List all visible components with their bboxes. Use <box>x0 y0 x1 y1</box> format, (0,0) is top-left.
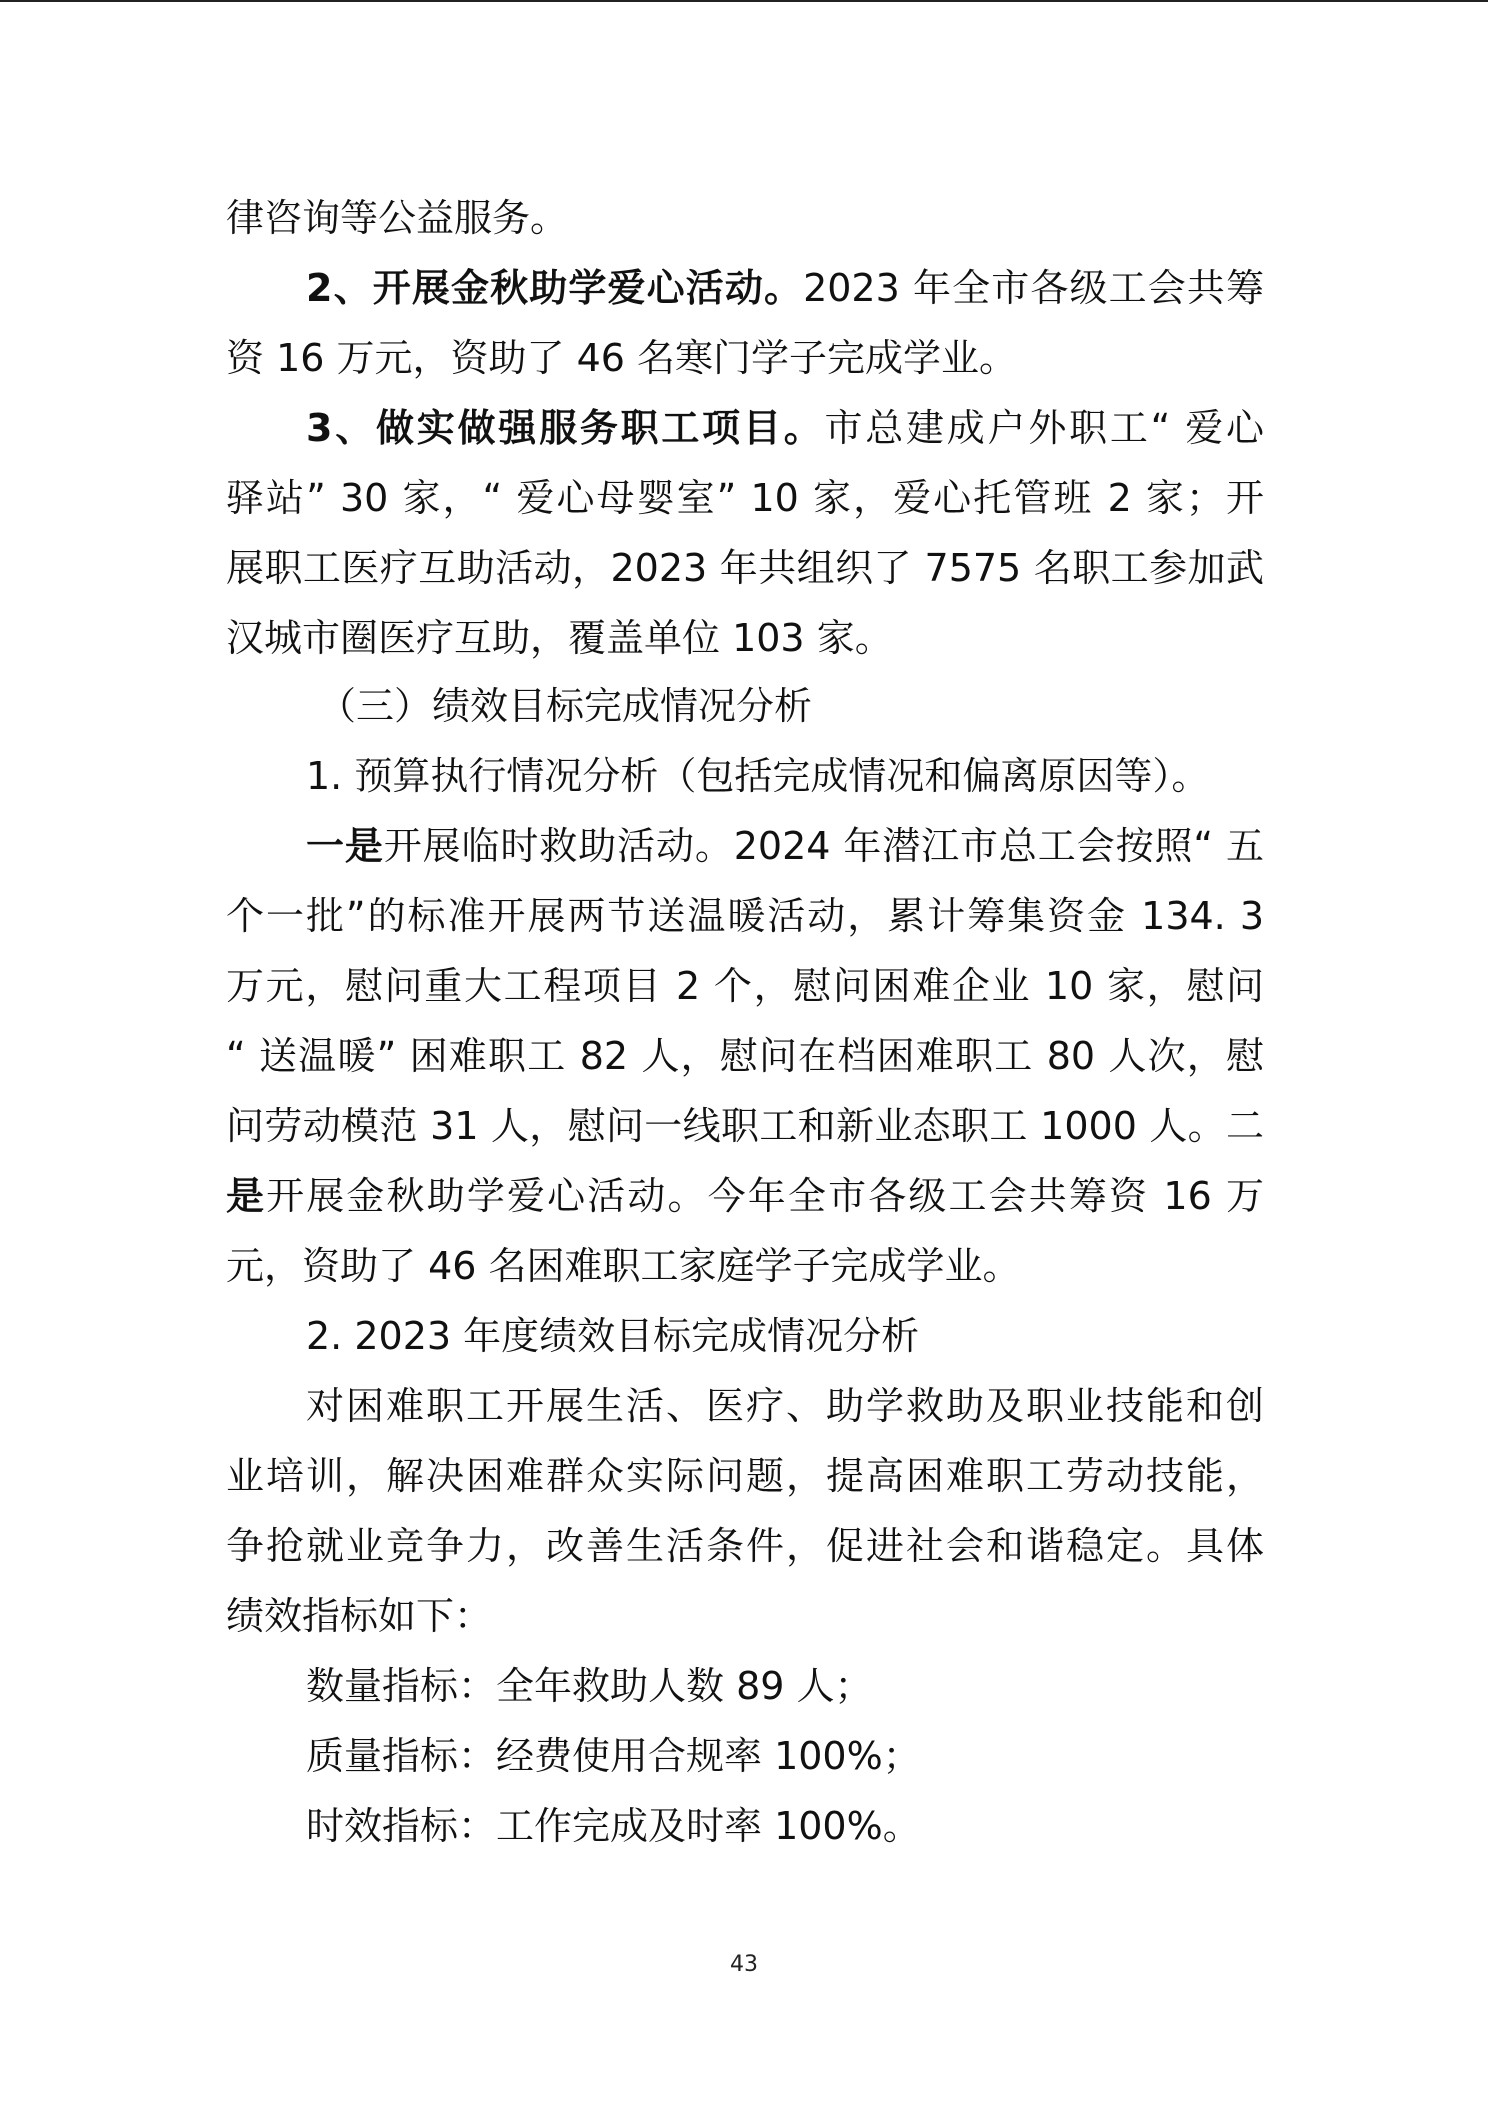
paragraph-line: 元，资助了 46 名困难职工家庭学子完成学业。 <box>226 1244 1021 1288</box>
paragraph-line: 对困难职工开展生活、医疗、助学救助及职业技能和创 <box>306 1384 1264 1428</box>
bold-heading: 2、开展金秋助学爱心活动。 <box>306 266 804 310</box>
paragraph-line: 资 16 万元，资助了 46 名寒门学子完成学业。 <box>226 336 1018 380</box>
page-number: 43 <box>730 1952 758 1977</box>
bold-marker: 是 <box>226 1174 267 1218</box>
paragraph-line: 律咨询等公益服务。 <box>226 196 569 240</box>
paragraph-line: 一是开展临时救助活动。2024 年潜江市总工会按照“ 五 <box>306 824 1264 868</box>
paragraph-line: 是开展金秋助学爱心活动。今年全市各级工会共筹资 16 万 <box>226 1174 1264 1218</box>
indicator-quality: 质量指标：经费使用合规率 100%； <box>306 1734 921 1778</box>
subsection-heading: 2. 2023 年度绩效目标完成情况分析 <box>306 1314 920 1358</box>
paragraph-line: 驿站” 30 家，“ 爱心母婴室” 10 家，爱心托管班 2 家；开 <box>226 476 1264 520</box>
paragraph-line: 争抢就业竞争力，改善生活条件，促进社会和谐稳定。具体 <box>226 1524 1264 1568</box>
paragraph-line: 汉城市圈医疗互助，覆盖单位 103 家。 <box>226 616 893 660</box>
paragraph-line: 绩效指标如下： <box>226 1594 493 1638</box>
paragraph-line: “ 送温暖” 困难职工 82 人，慰问在档困难职工 80 人次，慰 <box>226 1034 1264 1078</box>
paragraph-line: 业培训，解决困难群众实际问题，提高困难职工劳动技能， <box>226 1454 1264 1498</box>
paragraph-line: 个一批”的标准开展两节送温暖活动，累计筹集资金 134. 3 <box>226 894 1264 938</box>
paragraph-line: 3、做实做强服务职工项目。市总建成户外职工“ 爱心 <box>306 406 1264 450</box>
paragraph-line: 问劳动模范 31 人，慰问一线职工和新业态职工 1000 人。二 <box>226 1104 1264 1148</box>
bold-marker: 一是 <box>306 824 384 868</box>
bold-heading: 3、做实做强服务职工项目。 <box>306 406 825 450</box>
subsection-heading: 1. 预算执行情况分析（包括完成情况和偏离原因等）。 <box>306 754 1210 798</box>
top-border-rule <box>0 0 1488 2</box>
paragraph-line: 展职工医疗互助活动，2023 年共组织了 7575 名职工参加武 <box>226 546 1264 590</box>
indicator-timeliness: 时效指标：工作完成及时率 100%。 <box>306 1804 921 1848</box>
paragraph-line: 2、开展金秋助学爱心活动。2023 年全市各级工会共筹 <box>306 266 1264 310</box>
section-heading: （三）绩效目标完成情况分析 <box>318 684 813 728</box>
indicator-quantity: 数量指标：全年救助人数 89 人； <box>306 1664 873 1708</box>
paragraph-line: 万元，慰问重大工程项目 2 个，慰问困难企业 10 家，慰问 <box>226 964 1264 1008</box>
